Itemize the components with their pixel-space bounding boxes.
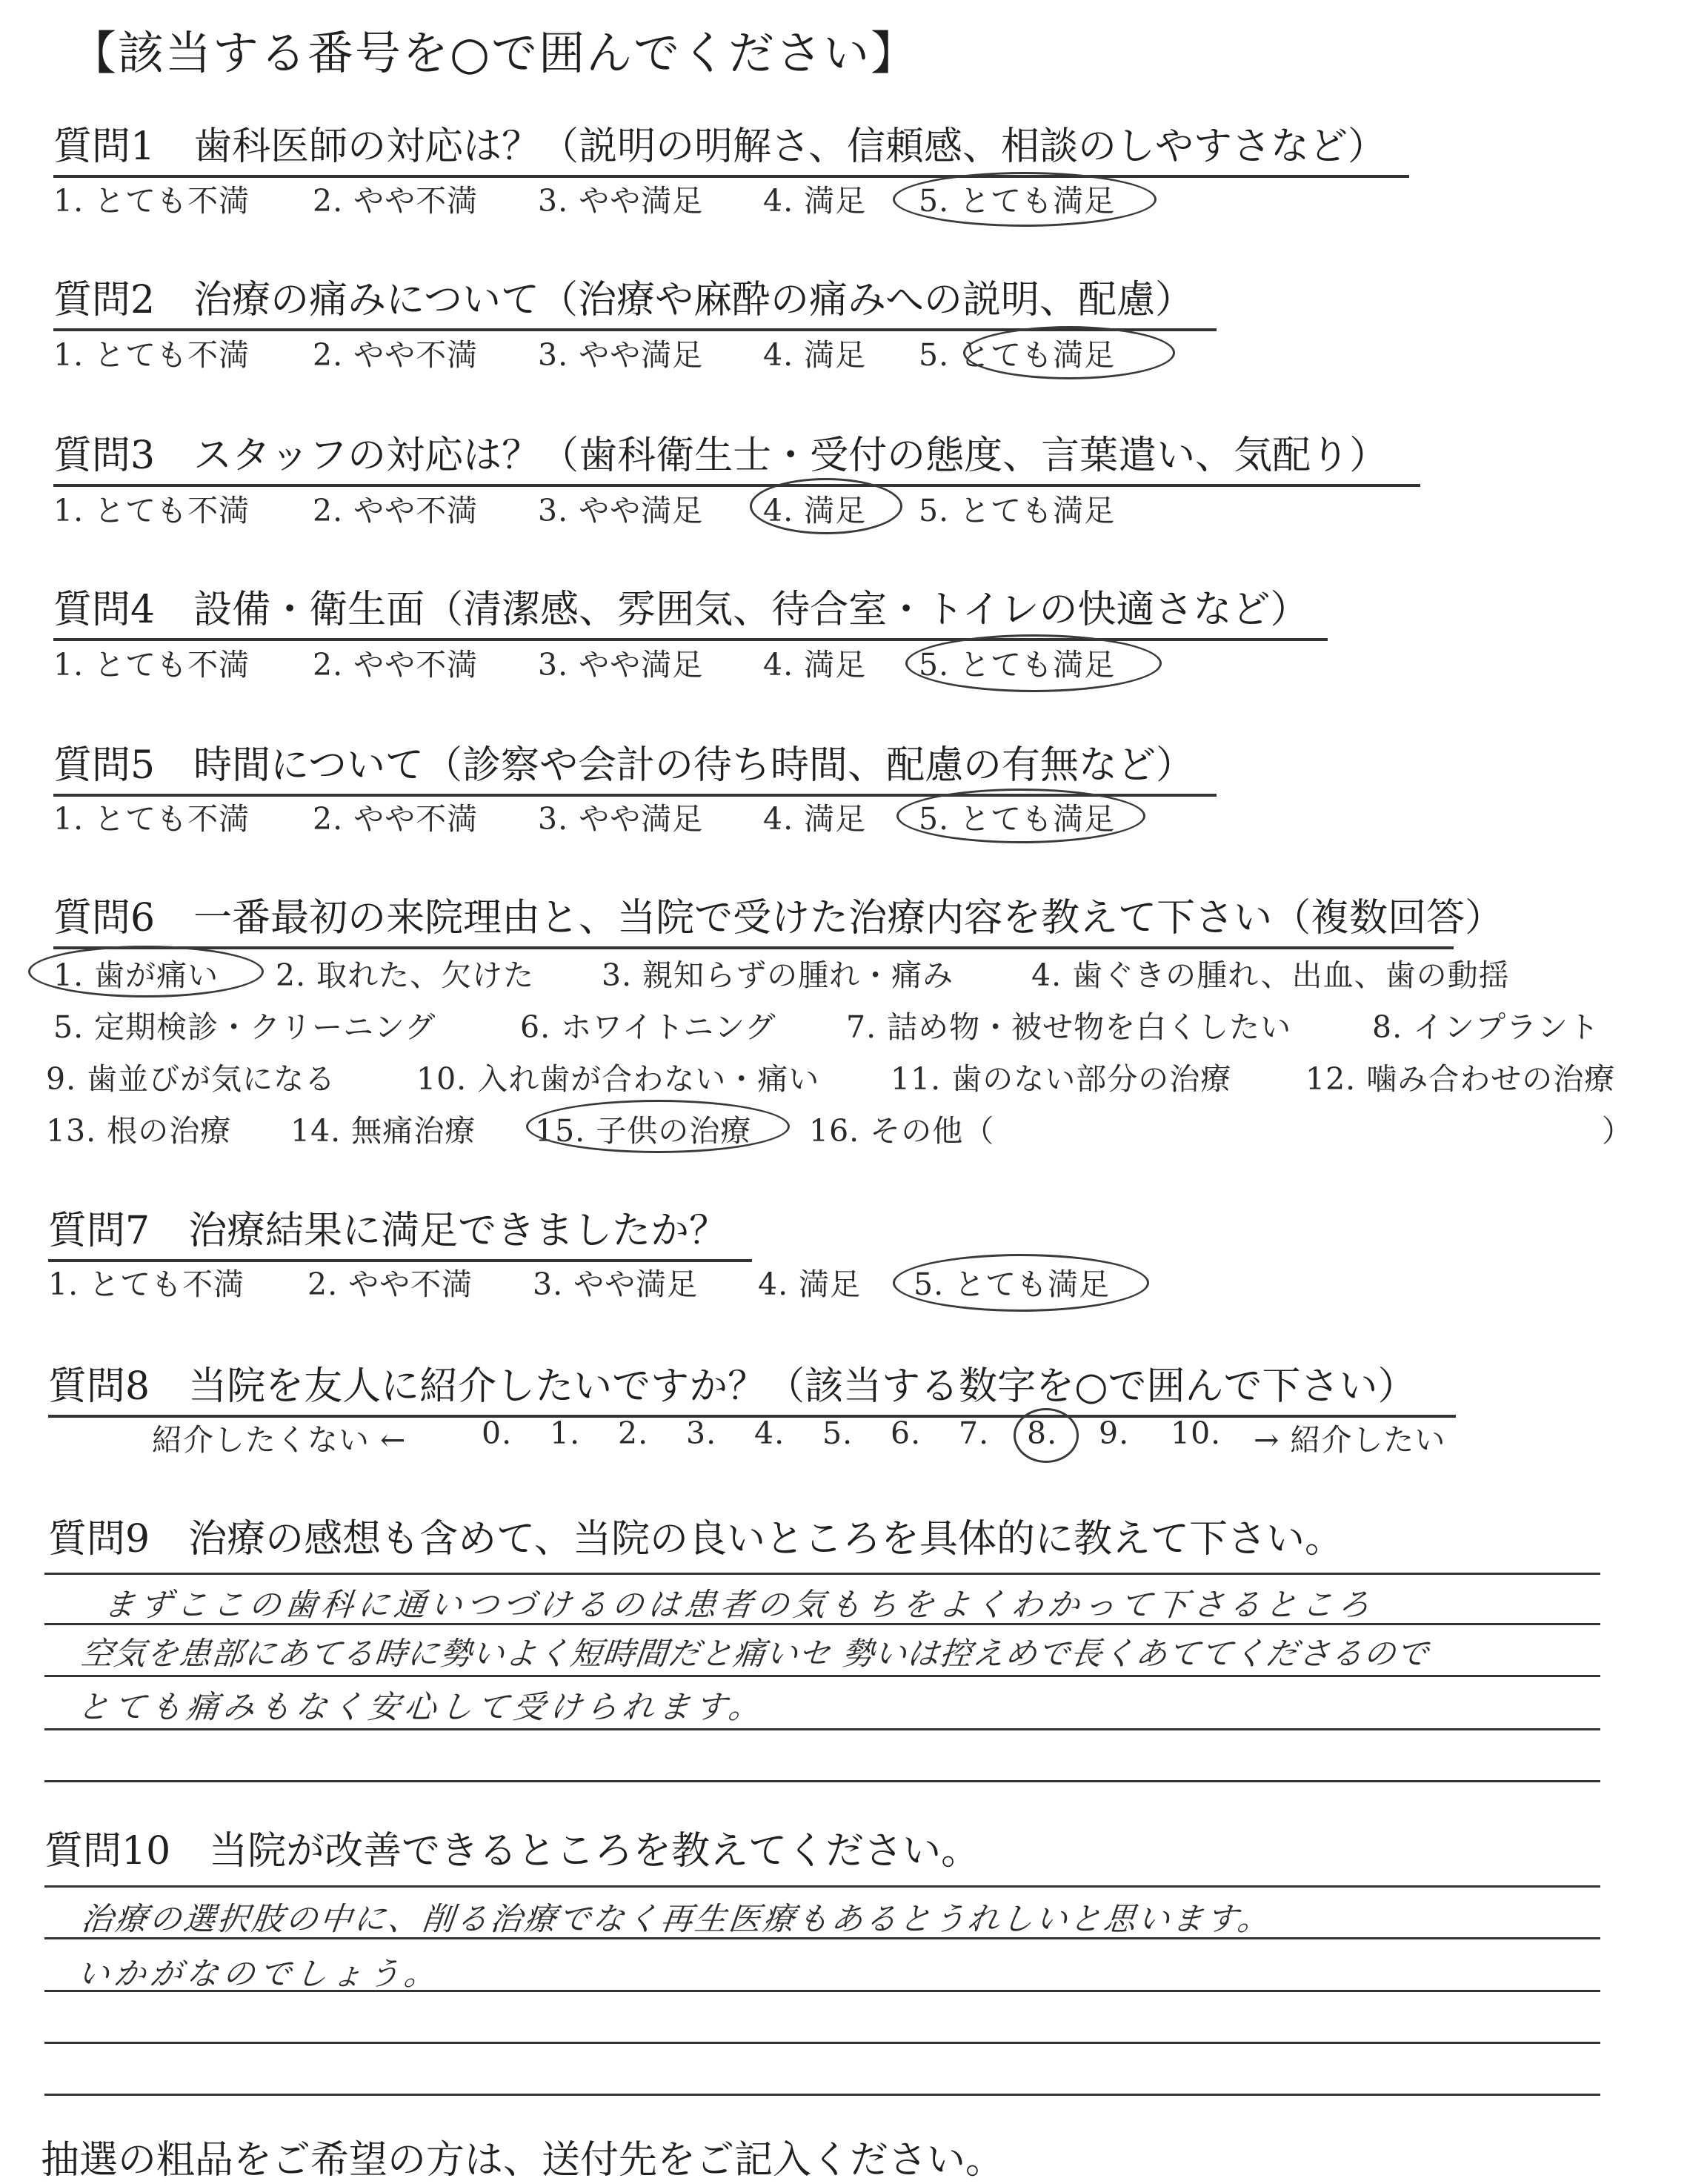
q8-scale-2[interactable]: 2. [618, 1415, 649, 1451]
q9-ruled-line-1 [44, 1573, 1600, 1575]
q8-left-label: 紹介したくない ← [152, 1422, 407, 1458]
q5-option-2[interactable]: 2. やや不満 [313, 801, 479, 837]
q7-option-3[interactable]: 3. やや満足 [533, 1267, 699, 1302]
q1-option-1[interactable]: 1. とても不満 [53, 183, 250, 219]
q2-title: 質問2 治療の痛みについて（治療や麻酔の痛みへの説明、配慮） [53, 268, 1217, 331]
q1-option-2[interactable]: 2. やや不満 [313, 183, 479, 219]
q4-option-5[interactable]: 5. とても満足 [919, 647, 1116, 683]
q1-selection-circle [893, 172, 1157, 227]
q6-option-3[interactable]: 3. 親知らずの腫れ・痛み [602, 957, 954, 993]
q8-scale-1[interactable]: 1. [550, 1415, 581, 1451]
q6-selection-circle-1 [28, 946, 264, 998]
q4-option-3[interactable]: 3. やや満足 [538, 647, 704, 683]
q6-selection-circle-2 [526, 1100, 790, 1153]
q6-option-1[interactable]: 1. 歯が痛い [53, 957, 219, 993]
q6-option-16[interactable]: 16. その他（ [809, 1113, 995, 1149]
q8-title: 質問8 当院を友人に紹介したいですか？（該当する数字を○で囲んで下さい） [48, 1355, 1456, 1418]
form-header: 【該当する番号を○で囲んでください】 [70, 26, 919, 80]
q9-ruled-line-3 [44, 1675, 1600, 1677]
q5-option-1[interactable]: 1. とても不満 [53, 801, 250, 837]
q6-option-16-close: ） [1602, 1113, 1633, 1149]
q4-option-1[interactable]: 1. とても不満 [53, 647, 250, 683]
q6-option-14[interactable]: 14. 無痛治療 [290, 1113, 476, 1149]
q4-selection-circle [905, 634, 1162, 692]
q6-option-8[interactable]: 8. インプラント [1372, 1009, 1600, 1045]
q6-option-12[interactable]: 12. 噛み合わせの治療 [1305, 1061, 1616, 1097]
q2-option-5[interactable]: 5. とても満足 [919, 337, 1116, 373]
q7-title: 質問7 治療結果に満足できましたか？ [48, 1199, 752, 1262]
q3-option-3[interactable]: 3. やや満足 [538, 493, 704, 528]
q10-answer-line-2[interactable]: いかがなのでしょう。 [76, 1956, 443, 1993]
q1-option-5[interactable]: 5. とても満足 [919, 183, 1116, 219]
q3-option-5[interactable]: 5. とても満足 [919, 493, 1116, 528]
q5-option-5[interactable]: 5. とても満足 [919, 801, 1116, 837]
q8-scale-3[interactable]: 3. [686, 1415, 717, 1451]
q9-title: 質問9 治療の感想も含めて、当院の良いところを具体的に教えて下さい。 [48, 1517, 1344, 1561]
q10-ruled-line-5 [44, 2094, 1600, 2096]
q1-option-4[interactable]: 4. 満足 [763, 183, 867, 219]
q9-ruled-line-5 [44, 1780, 1600, 1782]
q3-option-1[interactable]: 1. とても不満 [53, 493, 250, 528]
q10-answer-line-1[interactable]: 治療の選択肢の中に、削る治療でなく再生医療もあるとうれしいと思います。 [79, 1901, 1274, 1938]
q7-option-2[interactable]: 2. やや不満 [307, 1267, 473, 1302]
q6-option-15[interactable]: 15. 子供の治療 [535, 1113, 752, 1149]
footer-text: 抽選の粗品をご希望の方は、送付先をご記入ください。 [41, 2138, 1005, 2183]
q9-answer-line-1[interactable]: まずここの歯科に通いつづけるのは患者の気もちをよくわかって下さるところ [102, 1587, 1377, 1624]
q9-answer-line-2[interactable]: 空気を患部にあてる時に勢いよく短時間だと痛いセ 勢いは控えめで長くあててくださるので [79, 1636, 1431, 1673]
q8-scale-9[interactable]: 9. [1099, 1415, 1130, 1451]
q2-option-1[interactable]: 1. とても不満 [53, 337, 250, 373]
q7-option-5[interactable]: 5. とても満足 [914, 1267, 1111, 1302]
q8-right-label: → 紹介したい [1254, 1422, 1446, 1458]
q6-option-2[interactable]: 2. 取れた、欠けた [276, 957, 535, 993]
q6-option-13[interactable]: 13. 根の治療 [46, 1113, 232, 1149]
q10-title: 質問10 当院が改善できるところを教えてください。 [44, 1829, 980, 1873]
q7-option-4[interactable]: 4. 満足 [758, 1267, 862, 1302]
q6-option-6[interactable]: 6. ホワイトニング [520, 1009, 776, 1045]
q5-option-4[interactable]: 4. 満足 [763, 801, 867, 837]
q8-scale-5[interactable]: 5. [822, 1415, 854, 1451]
q6-option-9[interactable]: 9. 歯並びが気になる [46, 1061, 336, 1097]
q2-selection-circle [963, 326, 1175, 379]
q9-ruled-line-4 [44, 1728, 1600, 1730]
q6-option-4[interactable]: 4. 歯ぐきの腫れ、出血、歯の動揺 [1031, 957, 1510, 993]
q5-selection-circle [896, 789, 1145, 843]
q7-option-1[interactable]: 1. とても不満 [48, 1267, 245, 1302]
q5-title: 質問5 時間について（診察や会計の待ち時間、配慮の有無など） [53, 734, 1217, 797]
q8-scale-10[interactable]: 10. [1171, 1415, 1222, 1451]
q1-option-3[interactable]: 3. やや満足 [538, 183, 704, 219]
q3-selection-circle [750, 478, 902, 534]
q8-scale-8[interactable]: 8. [1027, 1415, 1058, 1451]
q6-option-7[interactable]: 7. 詰め物・被せ物を白くしたい [846, 1009, 1292, 1045]
q8-scale-6[interactable]: 6. [891, 1415, 922, 1451]
q10-ruled-line-4 [44, 2042, 1600, 2044]
q6-option-11[interactable]: 11. 歯のない部分の治療 [891, 1061, 1232, 1097]
q9-answer-line-3[interactable]: とても痛みもなく安心して受けられます。 [76, 1689, 767, 1726]
q7-selection-circle [893, 1254, 1149, 1312]
q8-selection-circle [1014, 1408, 1079, 1463]
q2-option-4[interactable]: 4. 満足 [763, 337, 867, 373]
q5-option-3[interactable]: 3. やや満足 [538, 801, 704, 837]
q3-title: 質問3 スタッフの対応は？（歯科衛生士・受付の態度、言葉遣い、気配り） [53, 424, 1420, 487]
q4-title: 質問4 設備・衛生面（清潔感、雰囲気、待合室・トイレの快適さなど） [53, 578, 1328, 641]
q8-scale-0[interactable]: 0. [482, 1415, 513, 1451]
q3-option-2[interactable]: 2. やや不満 [313, 493, 479, 528]
q4-option-2[interactable]: 2. やや不満 [313, 647, 479, 683]
q8-scale-7[interactable]: 7. [959, 1415, 990, 1451]
q8-scale-4[interactable]: 4. [754, 1415, 785, 1451]
q6-title: 質問6 一番最初の来院理由と、当院で受けた治療内容を教えて下さい（複数回答） [53, 886, 1454, 949]
q6-option-10[interactable]: 10. 入れ歯が合わない・痛い [416, 1061, 820, 1097]
q6-option-5[interactable]: 5. 定期検診・クリーニング [53, 1009, 436, 1045]
q2-option-3[interactable]: 3. やや満足 [538, 337, 704, 373]
q1-title: 質問1 歯科医師の対応は？（説明の明解さ、信頼感、相談のしやすさなど） [53, 115, 1409, 178]
q4-option-4[interactable]: 4. 満足 [763, 647, 867, 683]
q10-ruled-line-1 [44, 1885, 1600, 1888]
q3-option-4[interactable]: 4. 満足 [763, 493, 867, 528]
q2-option-2[interactable]: 2. やや不満 [313, 337, 479, 373]
